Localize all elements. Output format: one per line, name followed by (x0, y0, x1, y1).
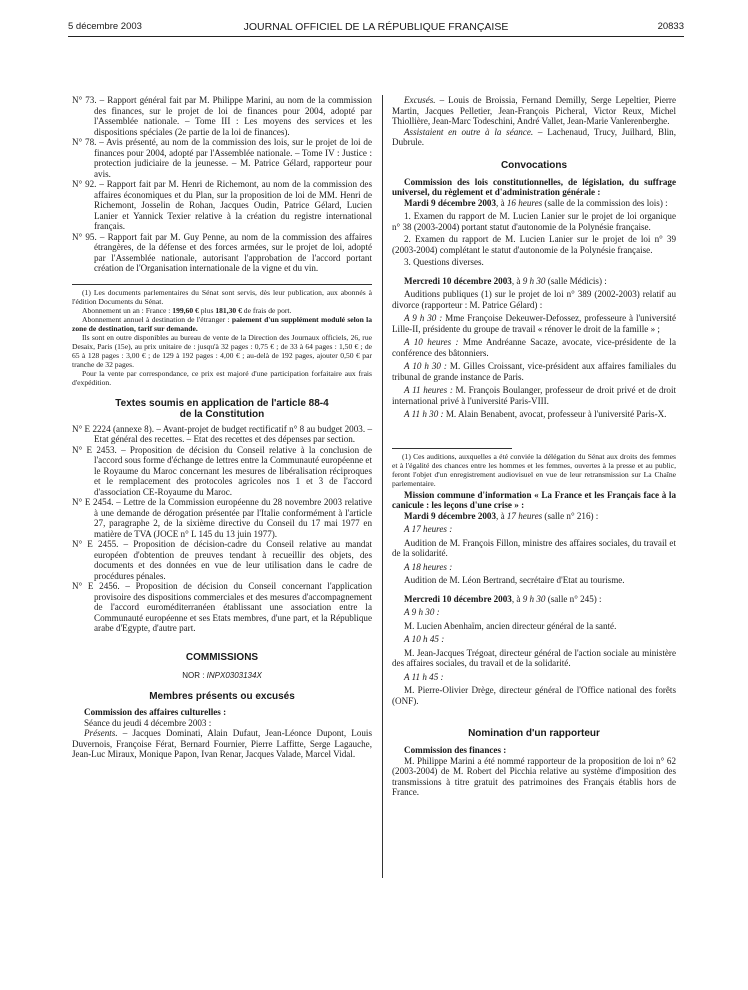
hearing-item: A 10 heures : Mme Andréanne Sacaze, avocate, vice-présidente de la conférence des bâtonniers. (392, 337, 676, 358)
hearing-item: M. Jean-Jacques Trégoat, directeur général de l'action sociale au ministère des affaires sociales, du travail et de la solidarité. (392, 647, 676, 668)
nomination-heading: Nomination d'un rapporteur (468, 728, 600, 739)
hearing-item: A 9 h 30 : Mme Françoise Dekeuwer-Defossez, professeure à l'université Lille-II, présidente du groupe de travail « rénover le droit de la famille » ; (392, 313, 676, 334)
auditions-intro: Auditions publiques (1) sur le projet de loi n° 389 (2002-2003) relatif au divorce (rapporteur : M. Patrice Gélard) : (392, 289, 676, 310)
seance-date: Séance du jeudi 4 décembre 2003 : (84, 717, 212, 728)
presents-list: Présents. – Jacques Dominati, Alain Dufaut, Jean-Léonce Dupont, Louis Duvernois, Françoise Férat, Bernard Fournier, Pierre Laffitte, Serge Lagauche, Jean-Luc Miraux, Monique Papon, Ivan Renar, Jacques Valade, Marcel Vidal. (72, 728, 372, 759)
mission-mercredi-session: Mercredi 10 décembre 2003, à 9 h 30 (salle n° 245) : (404, 593, 602, 604)
report-item: N° 73. – Rapport général fait par M. Philippe Marini, au nom de la commission des finances, sur le projet de loi de finances pour 2004, adopté par l'Assemblée nationale. – Tome III : Les moyens des services et les dispositions spéciales (2e partie de la loi de finances). (72, 95, 372, 137)
hearing-time: A 17 heures : (404, 524, 453, 534)
agenda-item: 2. Examen du rapport de M. Lucien Lanier sur le projet de loi n° 39 (2003-2004) complétant le statut d'autonomie de la Polynésie française. (392, 234, 676, 255)
textes-heading: Textes soumis en application de l'article 88-4 de la Constitution (115, 397, 329, 420)
auditions-footnote: (1) Ces auditions, auxquelles a été conviée la délégation du Sénat aux droits des femmes et à l'égalité des chances entre les hommes et les femmes, ouvertes à la presse et au public, feront l'objet d'un enregistrement audiovisuel en vue de leur retransmission sur La Chaîne parlementaire. (392, 451, 676, 488)
hearing-time: A 10 h 45 : (404, 634, 445, 644)
texte-item: N° E 2455. – Proposition de décision-cadre du Conseil relative au mandat européen d'obtention de preuves tendant à recueillir des objets, des documents et des données en vue de leur utilisation dans le cadre de procédures pénales. (72, 539, 372, 581)
hearing-item: M. Lucien Abenhaïm, ancien directeur général de la santé. (404, 620, 617, 631)
finances-heading: Commission des finances : (404, 745, 507, 755)
report-item: N° 78. – Avis présenté, au nom de la commission des lois, sur le projet de loi de finances pour 2004, adopté par l'Assemblée nationale. – Tome IV : Justice : protection judiciaire de la jeunesse. – M. Patrice Gélard, rapporteur pour avis. (72, 137, 372, 179)
hearing-time: A 18 heures : (404, 561, 453, 572)
convocations-heading: Convocations (500, 159, 568, 171)
mercredi-session: Mercredi 10 décembre 2003, à 9 h 30 (salle Médicis) : (404, 275, 607, 286)
agenda-item: 3. Questions diverses. (404, 257, 484, 267)
page-header (68, 21, 684, 35)
hearing-time: A 11 h 45 : (404, 671, 444, 682)
footnote-sale: Ils sont en outre disponibles au bureau de vente de la Direction des Journaux officiels, 26, rue Desaix, Paris (15e), au prix unitaire de : jusqu'à 32 pages : 0,75 € ; de 33 à 64 pages : 1,50 € ; de 65 à 128 pages : 3,00 € ; de 129 à 192 pages : 4,00 € ; au-delà de 192 pages, ajouter 0,50 € par tranche de 32 pages. (72, 332, 372, 369)
right-column (392, 95, 676, 798)
hearing-item: M. Pierre-Olivier Drège, directeur général de l'Office national des forêts (ONF). (392, 685, 676, 706)
nor-reference: NOR : INPX0303134X (182, 670, 262, 680)
texte-item: N° E 2224 (annexe 8). – Avant-projet de budget rectificatif n° 8 au budget 2003. – Etat général des recettes. – Etat des recettes et des dépenses par section. (72, 423, 372, 444)
header-date: 5 décembre 2003 (68, 21, 142, 32)
footnote-mail: Pour la vente par correspondance, ce prix est majoré d'une participation forfaitaire aux frais d'expédition. (72, 368, 372, 387)
header-title: JOURNAL OFFICIEL DE LA RÉPUBLIQUE FRANÇAISE (243, 21, 509, 33)
hearing-item: Audition de M. Léon Bertrand, secrétaire d'Etat au tourisme. (404, 575, 625, 585)
texte-item: N° E 2454. – Lettre de la Commission européenne du 28 novembre 2003 relative à une demande de dérogation présentée par l'Italie conformément à l'article 27, paragraphe 2, de la sixième directive du Conseil du 17 mai 1977 en matière de TVA (JOCE n° L 145 du 13 juin 1977). (72, 497, 372, 539)
mission-mardi-session: Mardi 9 décembre 2003, à 17 heures (salle n° 216) : (404, 510, 599, 521)
commissions-heading: COMMISSIONS (185, 651, 259, 663)
culturelles-heading: Commission des affaires culturelles : (84, 707, 227, 717)
excuses-list: Excusés. – Louis de Broissia, Fernand Demilly, Serge Lepeltier, Pierre Martin, Jacques Pelletier, Jean-François Picheral, Victor Reux, Michel Thiollière, Jean-Marc Todeschini, André Vallet, Jean-Marie Vanlerenberghe. (392, 95, 676, 126)
column-divider (382, 95, 383, 878)
mission-heading: Mission commune d'information « La France et les Français face à la canicule : les leçons d'une crise » : (392, 489, 676, 510)
hearing-time: A 9 h 30 : (404, 607, 440, 617)
footnote-abroad: Abonnement annuel à destination de l'étranger : paiement d'un supplément modulé selon la zone de destination, tarif sur demande. (72, 314, 373, 333)
mardi-session: Mardi 9 décembre 2003, à 16 heures (salle de la commission des lois) : (404, 197, 668, 208)
hearing-item: A 10 h 30 : M. Gilles Croissant, vice-président aux affaires familiales du tribunal de grande instance de Paris. (392, 361, 676, 382)
nomination-text: M. Philippe Marini a été nommé rapporteur de la proposition de loi n° 62 (2003-2004) de M. Robert del Picchia relative au système d'imposition des transmissions à titre gratuit des patrimoines des Français établis hors de France. (392, 755, 676, 797)
header-page-number: 20833 (657, 21, 684, 32)
membres-heading: Membres présents ou excusés (149, 691, 295, 702)
assistaient-list: Assistaient en outre à la séance. – Lachenaud, Trucy, Juilhard, Blin, Dubrule. (392, 126, 676, 147)
lois-commission-heading: Commission des lois constitutionnelles, de législation, du suffrage universel, du règlement et d'administration générale : (392, 176, 676, 197)
hearing-item: A 11 h 30 : M. Alain Benabent, avocat, professeur à l'université Paris-X. (404, 409, 667, 419)
hearing-item: Audition de M. François Fillon, ministre des affaires sociales, du travail et de la solidarité. (392, 537, 676, 558)
report-item: N° 95. – Rapport fait par M. Guy Penne, au nom de la commission des affaires étrangères, de la défense et des forces armées, sur le projet de loi, adopté par l'Assemblée nationale, autorisant l'approbation de l'accord portant création de l'Organisation internationale de la vigne et du vin. (72, 231, 372, 273)
texte-item: N° E 2456. – Proposition de décision du Conseil concernant l'application provisoire des dispositions commerciales et des mesures d'accompagnement de l'accord euroméditerranéen établissant une association entre la Communauté européenne et ses Etats membres, d'une part, et la République arabe d'Egypte, d'autre part. (72, 581, 372, 633)
footnote-price: Abonnement un an : France : 199,60 € plus 181,30 € de frais de port. (82, 305, 292, 315)
left-column (72, 95, 372, 760)
section-rule (72, 284, 372, 285)
report-item: N° 92. – Rapport fait par M. Henri de Richemont, au nom de la commission des affaires économiques et du Plan, sur la proposition de loi de MM. Henri de Richemont, Josselin de Rohan, Jacques Oudin, Patrice Gélard, Lucien Lanier et Yannick Texier relative à la création du registre international français. (72, 179, 372, 231)
texte-item: N° E 2453. – Proposition de décision du Conseil relative à la conclusion de l'accord sous forme d'échange de lettres entre la Communauté européenne et le Royaume du Maroc concernant les mesures de libéralisation réciproques et le remplacement des protocoles agricoles nos 1 et 3 de l'accord d'association CE-Royaume du Maroc. (72, 444, 372, 497)
agenda-item: 1. Examen du rapport de M. Lucien Lanier sur le projet de loi organique n° 38 (2003-2004) portant statut d'autonomie de la Polynésie française. (392, 211, 676, 232)
footnote: (1) Les documents parlementaires du Sénat sont servis, dès leur publication, aux abonnés à l'édition Documents du Sénat. (72, 287, 372, 306)
header-rule (68, 36, 684, 37)
hearing-item: A 11 heures : M. François Boulanger, professeur de droit privé et de droit international privé à l'université Paris-VIII. (392, 385, 676, 406)
